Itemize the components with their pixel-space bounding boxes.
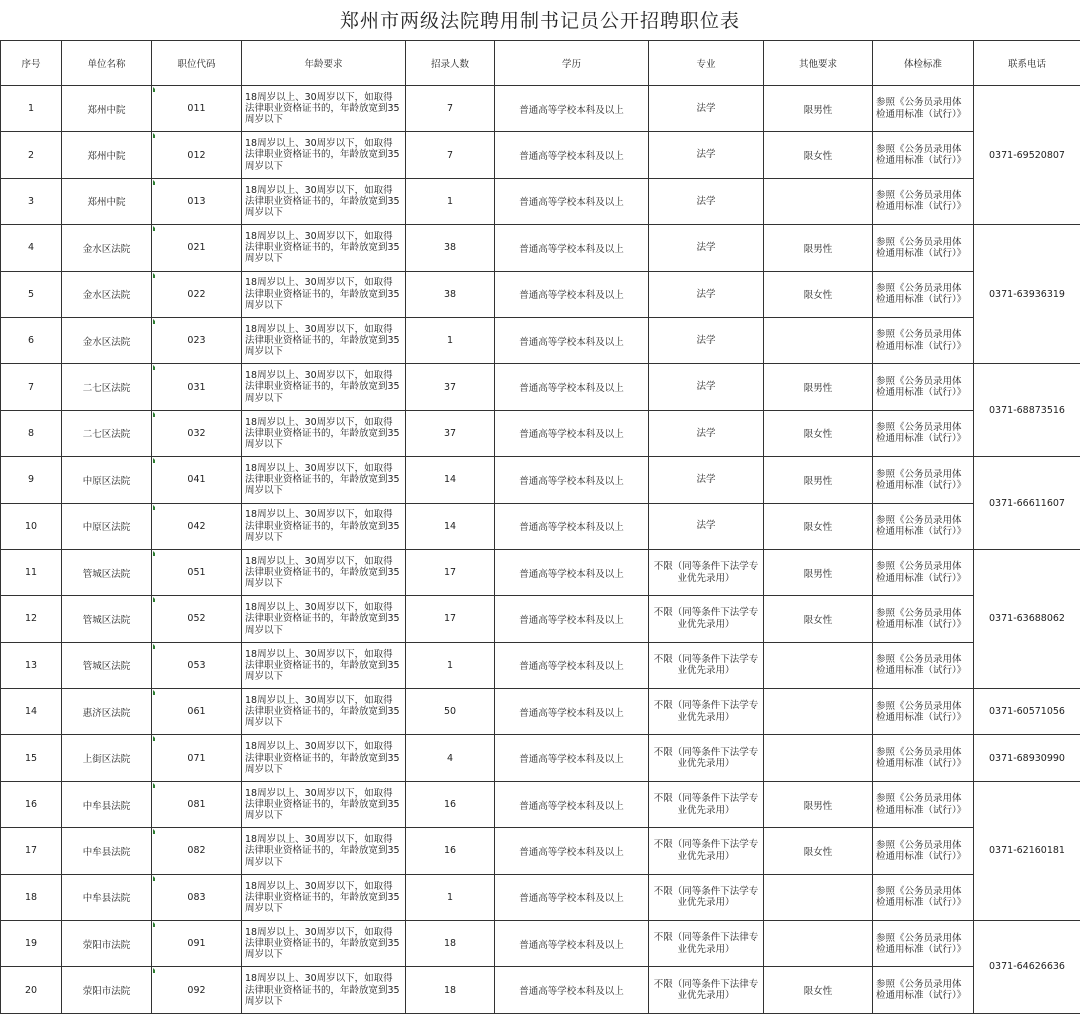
table-row (1, 317, 1080, 363)
cell-major: 不限（同等条件下法学专业优先录用） (649, 828, 764, 874)
cell-major: 不限（同等条件下法学专业优先录用） (649, 781, 764, 827)
cell-seq: 18 (1, 874, 62, 920)
cell-major: 法学 (649, 225, 764, 271)
cell-major: 法学 (649, 503, 764, 549)
cell-marker-icon (153, 736, 158, 741)
cell-seq: 7 (1, 364, 62, 410)
cell-other: 限女性 (764, 132, 873, 178)
cell-count: 17 (406, 549, 495, 595)
cell-unit: 管城区法院 (62, 596, 152, 642)
cell-age: 18周岁以上、30周岁以下，如取得法律职业资格证书的，年龄放宽到35周岁以下 (242, 364, 406, 410)
cell-major: 不限（同等条件下法学专业优先录用） (649, 642, 764, 688)
cell-code: 092 (152, 967, 242, 1013)
cell-major: 法学 (649, 132, 764, 178)
cell-physical: 参照《公务员录用体检通用标准（试行）》 (873, 689, 974, 735)
cell-education: 普通高等学校本科及以上 (495, 410, 649, 456)
cell-major: 不限（同等条件下法学专业优先录用） (649, 549, 764, 595)
cell-seq: 20 (1, 967, 62, 1013)
cell-physical: 参照《公务员录用体检通用标准（试行）》 (873, 642, 974, 688)
cell-physical: 参照《公务员录用体检通用标准（试行）》 (873, 596, 974, 642)
cell-major: 不限（同等条件下法学专业优先录用） (649, 874, 764, 920)
recruitment-table (0, 40, 1080, 1014)
cell-phone: 0371-63936319 (974, 225, 1080, 364)
cell-marker-icon (153, 644, 158, 649)
cell-phone: 0371-64626636 (974, 921, 1080, 1014)
cell-code: 032 (152, 410, 242, 456)
cell-other (764, 921, 873, 967)
cell-seq: 3 (1, 178, 62, 224)
cell-physical: 参照《公务员录用体检通用标准（试行）》 (873, 86, 974, 132)
cell-other (764, 642, 873, 688)
cell-other: 限男性 (764, 457, 873, 503)
cell-physical: 参照《公务员录用体检通用标准（试行）》 (873, 549, 974, 595)
cell-phone: 0371-69520807 (974, 86, 1080, 225)
cell-code: 011 (152, 86, 242, 132)
table-row (1, 596, 1080, 642)
table-row (1, 364, 1080, 410)
cell-count: 18 (406, 967, 495, 1013)
cell-major: 不限（同等条件下法学专业优先录用） (649, 596, 764, 642)
cell-age: 18周岁以上、30周岁以下，如取得法律职业资格证书的，年龄放宽到35周岁以下 (242, 271, 406, 317)
cell-education: 普通高等学校本科及以上 (495, 364, 649, 410)
cell-physical: 参照《公务员录用体检通用标准（试行）》 (873, 410, 974, 456)
table-row (1, 457, 1080, 503)
cell-seq: 1 (1, 86, 62, 132)
cell-seq: 14 (1, 689, 62, 735)
header-seq: 序号 (1, 41, 62, 86)
cell-other: 限男性 (764, 86, 873, 132)
cell-phone: 0371-66611607 (974, 457, 1080, 550)
cell-education: 普通高等学校本科及以上 (495, 967, 649, 1013)
cell-major: 法学 (649, 86, 764, 132)
cell-education: 普通高等学校本科及以上 (495, 132, 649, 178)
cell-major: 不限（同等条件下法学专业优先录用） (649, 689, 764, 735)
cell-physical: 参照《公务员录用体检通用标准（试行）》 (873, 132, 974, 178)
cell-other (764, 178, 873, 224)
cell-age: 18周岁以上、30周岁以下，如取得法律职业资格证书的，年龄放宽到35周岁以下 (242, 596, 406, 642)
cell-seq: 9 (1, 457, 62, 503)
cell-code: 081 (152, 781, 242, 827)
cell-education: 普通高等学校本科及以上 (495, 178, 649, 224)
cell-physical: 参照《公务员录用体检通用标准（试行）》 (873, 178, 974, 224)
cell-major: 法学 (649, 457, 764, 503)
cell-unit: 金水区法院 (62, 317, 152, 363)
cell-age: 18周岁以上、30周岁以下，如取得法律职业资格证书的，年龄放宽到35周岁以下 (242, 86, 406, 132)
cell-age: 18周岁以上、30周岁以下，如取得法律职业资格证书的，年龄放宽到35周岁以下 (242, 225, 406, 271)
cell-physical: 参照《公务员录用体检通用标准（试行）》 (873, 967, 974, 1013)
cell-seq: 13 (1, 642, 62, 688)
header-phone: 联系电话 (974, 41, 1080, 86)
cell-unit: 中牟县法院 (62, 781, 152, 827)
cell-other: 限女性 (764, 828, 873, 874)
cell-seq: 11 (1, 549, 62, 595)
page-title: 郑州市两级法院聘用制书记员公开招聘职位表 (0, 0, 1080, 40)
table-row (1, 503, 1080, 549)
cell-code: 042 (152, 503, 242, 549)
cell-education: 普通高等学校本科及以上 (495, 225, 649, 271)
cell-code: 071 (152, 735, 242, 781)
cell-age: 18周岁以上、30周岁以下，如取得法律职业资格证书的，年龄放宽到35周岁以下 (242, 921, 406, 967)
cell-age: 18周岁以上、30周岁以下，如取得法律职业资格证书的，年龄放宽到35周岁以下 (242, 642, 406, 688)
cell-code: 031 (152, 364, 242, 410)
cell-age: 18周岁以上、30周岁以下，如取得法律职业资格证书的，年龄放宽到35周岁以下 (242, 317, 406, 363)
table-row (1, 967, 1080, 1013)
cell-phone: 0371-60571056 (974, 689, 1080, 735)
cell-seq: 17 (1, 828, 62, 874)
cell-education: 普通高等学校本科及以上 (495, 874, 649, 920)
cell-count: 14 (406, 503, 495, 549)
cell-other: 限男性 (764, 549, 873, 595)
cell-physical: 参照《公务员录用体检通用标准（试行）》 (873, 457, 974, 503)
cell-education: 普通高等学校本科及以上 (495, 596, 649, 642)
cell-age: 18周岁以上、30周岁以下，如取得法律职业资格证书的，年龄放宽到35周岁以下 (242, 132, 406, 178)
cell-seq: 2 (1, 132, 62, 178)
cell-count: 7 (406, 86, 495, 132)
table-row (1, 225, 1080, 271)
table-row (1, 549, 1080, 595)
cell-unit: 郑州中院 (62, 178, 152, 224)
cell-physical: 参照《公务员录用体检通用标准（试行）》 (873, 503, 974, 549)
cell-marker-icon (153, 968, 158, 973)
cell-other (764, 735, 873, 781)
table-row (1, 410, 1080, 456)
cell-other: 限女性 (764, 503, 873, 549)
cell-other (764, 689, 873, 735)
cell-unit: 荥阳市法院 (62, 921, 152, 967)
cell-code: 051 (152, 549, 242, 595)
cell-unit: 郑州中院 (62, 86, 152, 132)
cell-code: 041 (152, 457, 242, 503)
cell-count: 18 (406, 921, 495, 967)
cell-unit: 管城区法院 (62, 642, 152, 688)
cell-phone: 0371-63688062 (974, 549, 1080, 688)
cell-physical: 参照《公务员录用体检通用标准（试行）》 (873, 317, 974, 363)
header-age: 年龄要求 (242, 41, 406, 86)
cell-unit: 上街区法院 (62, 735, 152, 781)
cell-physical: 参照《公务员录用体检通用标准（试行）》 (873, 781, 974, 827)
cell-code: 082 (152, 828, 242, 874)
cell-marker-icon (153, 273, 158, 278)
cell-marker-icon (153, 87, 158, 92)
cell-count: 50 (406, 689, 495, 735)
cell-age: 18周岁以上、30周岁以下，如取得法律职业资格证书的，年龄放宽到35周岁以下 (242, 549, 406, 595)
cell-education: 普通高等学校本科及以上 (495, 828, 649, 874)
cell-seq: 5 (1, 271, 62, 317)
cell-marker-icon (153, 226, 158, 231)
cell-seq: 10 (1, 503, 62, 549)
cell-code: 021 (152, 225, 242, 271)
cell-marker-icon (153, 922, 158, 927)
cell-education: 普通高等学校本科及以上 (495, 503, 649, 549)
cell-marker-icon (153, 829, 158, 834)
cell-physical: 参照《公务员录用体检通用标准（试行）》 (873, 364, 974, 410)
cell-phone: 0371-68930990 (974, 735, 1080, 781)
cell-unit: 中牟县法院 (62, 828, 152, 874)
cell-education: 普通高等学校本科及以上 (495, 317, 649, 363)
cell-unit: 管城区法院 (62, 549, 152, 595)
cell-unit: 二七区法院 (62, 364, 152, 410)
cell-marker-icon (153, 690, 158, 695)
header-code: 职位代码 (152, 41, 242, 86)
cell-seq: 8 (1, 410, 62, 456)
cell-count: 16 (406, 781, 495, 827)
table-row (1, 642, 1080, 688)
cell-code: 053 (152, 642, 242, 688)
cell-physical: 参照《公务员录用体检通用标准（试行）》 (873, 225, 974, 271)
cell-count: 38 (406, 225, 495, 271)
cell-marker-icon (153, 783, 158, 788)
table-row (1, 178, 1080, 224)
cell-marker-icon (153, 133, 158, 138)
cell-phone: 0371-68873516 (974, 364, 1080, 457)
header-education: 学历 (495, 41, 649, 86)
header-physical: 体检标准 (873, 41, 974, 86)
cell-other: 限男性 (764, 364, 873, 410)
header-count: 招录人数 (406, 41, 495, 86)
cell-code: 012 (152, 132, 242, 178)
cell-education: 普通高等学校本科及以上 (495, 642, 649, 688)
cell-count: 14 (406, 457, 495, 503)
cell-unit: 惠济区法院 (62, 689, 152, 735)
cell-major: 法学 (649, 317, 764, 363)
cell-other: 限女性 (764, 596, 873, 642)
cell-age: 18周岁以上、30周岁以下，如取得法律职业资格证书的，年龄放宽到35周岁以下 (242, 410, 406, 456)
cell-count: 1 (406, 642, 495, 688)
cell-physical: 参照《公务员录用体检通用标准（试行）》 (873, 828, 974, 874)
cell-seq: 12 (1, 596, 62, 642)
header-other: 其他要求 (764, 41, 873, 86)
cell-count: 7 (406, 132, 495, 178)
cell-education: 普通高等学校本科及以上 (495, 781, 649, 827)
cell-education: 普通高等学校本科及以上 (495, 921, 649, 967)
cell-other (764, 317, 873, 363)
cell-count: 1 (406, 178, 495, 224)
cell-code: 083 (152, 874, 242, 920)
cell-count: 1 (406, 317, 495, 363)
table-row (1, 781, 1080, 827)
cell-marker-icon (153, 180, 158, 185)
cell-education: 普通高等学校本科及以上 (495, 735, 649, 781)
cell-unit: 中原区法院 (62, 457, 152, 503)
cell-code: 061 (152, 689, 242, 735)
cell-count: 17 (406, 596, 495, 642)
cell-age: 18周岁以上、30周岁以下，如取得法律职业资格证书的，年龄放宽到35周岁以下 (242, 503, 406, 549)
table-row (1, 689, 1080, 735)
cell-major: 不限（同等条件下法学专业优先录用） (649, 735, 764, 781)
cell-count: 37 (406, 364, 495, 410)
cell-other (764, 874, 873, 920)
cell-seq: 6 (1, 317, 62, 363)
cell-other: 限男性 (764, 225, 873, 271)
cell-count: 1 (406, 874, 495, 920)
table-row (1, 86, 1080, 132)
cell-seq: 16 (1, 781, 62, 827)
cell-other: 限男性 (764, 781, 873, 827)
header-major: 专业 (649, 41, 764, 86)
cell-code: 013 (152, 178, 242, 224)
table-row (1, 828, 1080, 874)
cell-age: 18周岁以上、30周岁以下，如取得法律职业资格证书的，年龄放宽到35周岁以下 (242, 689, 406, 735)
cell-age: 18周岁以上、30周岁以下，如取得法律职业资格证书的，年龄放宽到35周岁以下 (242, 178, 406, 224)
cell-age: 18周岁以上、30周岁以下，如取得法律职业资格证书的，年龄放宽到35周岁以下 (242, 967, 406, 1013)
cell-marker-icon (153, 876, 158, 881)
cell-phone: 0371-62160181 (974, 781, 1080, 920)
cell-other: 限女性 (764, 967, 873, 1013)
cell-education: 普通高等学校本科及以上 (495, 457, 649, 503)
table-row (1, 132, 1080, 178)
cell-count: 38 (406, 271, 495, 317)
cell-code: 022 (152, 271, 242, 317)
cell-major: 不限（同等条件下法律专业优先录用） (649, 967, 764, 1013)
table-row (1, 874, 1080, 920)
cell-major: 法学 (649, 364, 764, 410)
cell-age: 18周岁以上、30周岁以下，如取得法律职业资格证书的，年龄放宽到35周岁以下 (242, 828, 406, 874)
cell-unit: 二七区法院 (62, 410, 152, 456)
cell-education: 普通高等学校本科及以上 (495, 271, 649, 317)
cell-seq: 19 (1, 921, 62, 967)
cell-marker-icon (153, 365, 158, 370)
cell-unit: 金水区法院 (62, 225, 152, 271)
cell-count: 4 (406, 735, 495, 781)
cell-age: 18周岁以上、30周岁以下，如取得法律职业资格证书的，年龄放宽到35周岁以下 (242, 735, 406, 781)
cell-physical: 参照《公务员录用体检通用标准（试行）》 (873, 921, 974, 967)
cell-unit: 荥阳市法院 (62, 967, 152, 1013)
cell-code: 023 (152, 317, 242, 363)
cell-count: 16 (406, 828, 495, 874)
cell-code: 052 (152, 596, 242, 642)
cell-physical: 参照《公务员录用体检通用标准（试行）》 (873, 735, 974, 781)
cell-marker-icon (153, 505, 158, 510)
cell-marker-icon (153, 319, 158, 324)
cell-physical: 参照《公务员录用体检通用标准（试行）》 (873, 874, 974, 920)
cell-age: 18周岁以上、30周岁以下，如取得法律职业资格证书的，年龄放宽到35周岁以下 (242, 457, 406, 503)
cell-major: 法学 (649, 410, 764, 456)
cell-unit: 郑州中院 (62, 132, 152, 178)
cell-other: 限女性 (764, 271, 873, 317)
cell-major: 法学 (649, 271, 764, 317)
cell-seq: 15 (1, 735, 62, 781)
cell-age: 18周岁以上、30周岁以下，如取得法律职业资格证书的，年龄放宽到35周岁以下 (242, 781, 406, 827)
cell-major: 法学 (649, 178, 764, 224)
cell-code: 091 (152, 921, 242, 967)
header-row (1, 41, 1080, 86)
cell-major: 不限（同等条件下法律专业优先录用） (649, 921, 764, 967)
table-row (1, 921, 1080, 967)
cell-other: 限女性 (764, 410, 873, 456)
cell-education: 普通高等学校本科及以上 (495, 549, 649, 595)
cell-marker-icon (153, 597, 158, 602)
header-unit: 单位名称 (62, 41, 152, 86)
cell-education: 普通高等学校本科及以上 (495, 86, 649, 132)
cell-age: 18周岁以上、30周岁以下，如取得法律职业资格证书的，年龄放宽到35周岁以下 (242, 874, 406, 920)
cell-unit: 金水区法院 (62, 271, 152, 317)
cell-count: 37 (406, 410, 495, 456)
cell-marker-icon (153, 551, 158, 556)
cell-physical: 参照《公务员录用体检通用标准（试行）》 (873, 271, 974, 317)
cell-unit: 中原区法院 (62, 503, 152, 549)
cell-marker-icon (153, 412, 158, 417)
cell-marker-icon (153, 458, 158, 463)
table-row (1, 271, 1080, 317)
cell-seq: 4 (1, 225, 62, 271)
cell-education: 普通高等学校本科及以上 (495, 689, 649, 735)
cell-unit: 中牟县法院 (62, 874, 152, 920)
table-row (1, 735, 1080, 781)
